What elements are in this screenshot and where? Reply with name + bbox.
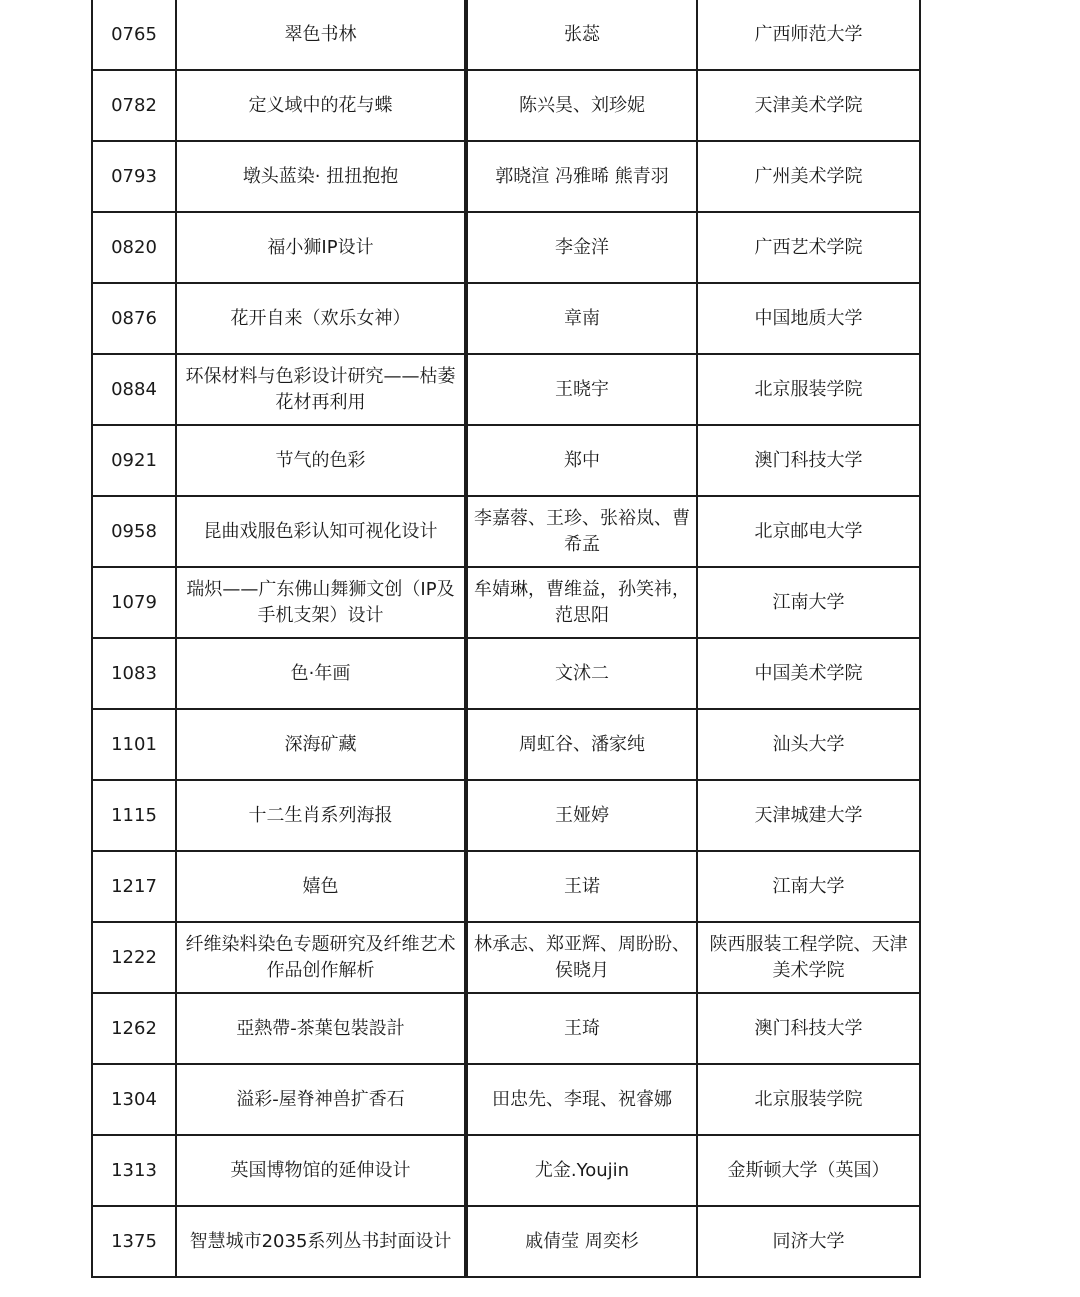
author-text: 王晓宇 bbox=[555, 378, 609, 400]
school-text: 北京邮电大学 bbox=[754, 520, 863, 542]
work-title-cell bbox=[176, 1206, 466, 1277]
work-title-text: 花开自来（欢乐女神） bbox=[230, 307, 411, 329]
school-cell bbox=[697, 638, 920, 709]
work-title-text: 福小狮IP设计 bbox=[267, 236, 374, 258]
work-title-text: 深海矿藏 bbox=[284, 733, 357, 755]
work-title-text: 英国博物馆的延伸设计 bbox=[230, 1159, 411, 1181]
school-text: 陕西服装工程学院、天津美术学院 bbox=[709, 933, 908, 981]
work-title-text: 亞熱帶-茶葉包裝設計 bbox=[236, 1017, 405, 1039]
work-title-text: 溢彩-屋脊神兽扩香石 bbox=[236, 1088, 405, 1110]
school-text: 广西艺术学院 bbox=[754, 236, 863, 258]
work-title-cell bbox=[176, 993, 466, 1064]
school-text: 澳门科技大学 bbox=[754, 1017, 863, 1039]
work-title-text: 墩头蓝染· 扭扭抱抱 bbox=[242, 165, 399, 187]
school-cell bbox=[697, 1206, 920, 1277]
table-row bbox=[92, 1135, 920, 1206]
work-title-text: 十二生肖系列海报 bbox=[248, 804, 393, 826]
entry-id-text: 1101 bbox=[111, 733, 157, 755]
school-text: 天津城建大学 bbox=[754, 804, 863, 826]
author-cell bbox=[466, 1206, 697, 1277]
author-text: 文沭二 bbox=[555, 662, 609, 684]
table-row bbox=[92, 567, 920, 638]
work-title-cell bbox=[176, 212, 466, 283]
entry-id-cell bbox=[92, 283, 176, 354]
school-cell bbox=[697, 993, 920, 1064]
school-cell bbox=[697, 709, 920, 780]
work-title-cell bbox=[176, 567, 466, 638]
author-text: 田忠先、李琨、祝睿娜 bbox=[492, 1088, 672, 1110]
author-cell bbox=[466, 1135, 697, 1206]
work-title-cell bbox=[176, 851, 466, 922]
entry-id-cell bbox=[92, 1064, 176, 1135]
school-text: 广州美术学院 bbox=[754, 165, 863, 187]
school-cell bbox=[697, 922, 920, 993]
school-cell bbox=[697, 283, 920, 354]
entry-id-text: 1262 bbox=[111, 1017, 157, 1039]
work-title-text: 节气的色彩 bbox=[275, 449, 366, 471]
author-cell bbox=[466, 780, 697, 851]
entry-id-text: 0793 bbox=[111, 165, 157, 187]
school-cell bbox=[697, 1135, 920, 1206]
work-title-text: 嬉色 bbox=[302, 875, 339, 897]
work-title-cell bbox=[176, 496, 466, 567]
work-title-cell bbox=[176, 283, 466, 354]
entry-id-cell bbox=[92, 354, 176, 425]
entry-id-text: 0884 bbox=[111, 378, 157, 400]
entry-id-cell bbox=[92, 567, 176, 638]
table-row bbox=[92, 425, 920, 496]
work-title-text: 翠色书林 bbox=[284, 23, 357, 45]
author-text: 郑中 bbox=[564, 449, 600, 471]
work-title-cell bbox=[176, 1064, 466, 1135]
school-text: 澳门科技大学 bbox=[754, 449, 863, 471]
school-text: 中国美术学院 bbox=[754, 662, 863, 684]
table-row bbox=[92, 993, 920, 1064]
school-cell bbox=[697, 851, 920, 922]
author-cell bbox=[466, 1064, 697, 1135]
author-cell bbox=[466, 141, 697, 212]
school-cell bbox=[697, 780, 920, 851]
author-cell bbox=[466, 922, 697, 993]
work-title-cell bbox=[176, 780, 466, 851]
entry-id-text: 1115 bbox=[111, 804, 157, 826]
table-row bbox=[92, 212, 920, 283]
school-text: 中国地质大学 bbox=[754, 307, 863, 329]
entry-id-cell bbox=[92, 851, 176, 922]
entry-id-text: 1375 bbox=[111, 1230, 157, 1252]
school-text: 江南大学 bbox=[772, 591, 845, 613]
entry-id-cell bbox=[92, 1206, 176, 1277]
table-row bbox=[92, 709, 920, 780]
author-text: 王琦 bbox=[564, 1017, 600, 1039]
entries-table-body bbox=[92, 0, 920, 1277]
table-row bbox=[92, 1064, 920, 1135]
school-cell bbox=[697, 567, 920, 638]
table-row bbox=[92, 638, 920, 709]
entries-table bbox=[91, 0, 921, 1278]
work-title-text: 纤维染料染色专题研究及纤维艺术作品创作解析 bbox=[185, 933, 456, 981]
author-text: 周虹谷、潘家纯 bbox=[519, 733, 645, 755]
table-row bbox=[92, 354, 920, 425]
entry-id-cell bbox=[92, 0, 176, 70]
entry-id-text: 0782 bbox=[111, 94, 157, 116]
work-title-cell bbox=[176, 70, 466, 141]
entry-id-cell bbox=[92, 638, 176, 709]
author-cell bbox=[466, 567, 697, 638]
entry-id-cell bbox=[92, 709, 176, 780]
school-cell bbox=[697, 354, 920, 425]
author-cell bbox=[466, 496, 697, 567]
table-row bbox=[92, 851, 920, 922]
school-cell bbox=[697, 70, 920, 141]
entry-id-cell bbox=[92, 1135, 176, 1206]
author-text: 林承志、郑亚辉、周盼盼、侯晓月 bbox=[474, 933, 690, 981]
author-cell bbox=[466, 425, 697, 496]
school-text: 北京服装学院 bbox=[754, 1088, 863, 1110]
work-title-cell bbox=[176, 425, 466, 496]
author-cell bbox=[466, 354, 697, 425]
entry-id-text: 1304 bbox=[111, 1088, 157, 1110]
work-title-cell bbox=[176, 141, 466, 212]
table-row bbox=[92, 1206, 920, 1277]
author-text: 郭晓渲 冯雅晞 熊青羽 bbox=[495, 165, 669, 187]
entry-id-cell bbox=[92, 496, 176, 567]
work-title-cell bbox=[176, 0, 466, 70]
author-text: 张蕊 bbox=[564, 23, 600, 45]
entry-id-cell bbox=[92, 425, 176, 496]
entry-id-text: 0958 bbox=[111, 520, 157, 542]
school-cell bbox=[697, 141, 920, 212]
work-title-text: 昆曲戏服色彩认知可视化设计 bbox=[203, 520, 438, 542]
entry-id-text: 1079 bbox=[111, 591, 157, 613]
entry-id-text: 0921 bbox=[111, 449, 157, 471]
work-title-text: 环保材料与色彩设计研究——枯萎花材再利用 bbox=[185, 365, 456, 413]
school-cell bbox=[697, 1064, 920, 1135]
school-text: 北京服装学院 bbox=[754, 378, 863, 400]
table-row bbox=[92, 70, 920, 141]
table-row bbox=[92, 922, 920, 993]
author-text: 王诺 bbox=[564, 875, 600, 897]
table-row bbox=[92, 496, 920, 567]
entry-id-cell bbox=[92, 70, 176, 141]
entry-id-text: 1217 bbox=[111, 875, 157, 897]
entry-id-text: 1222 bbox=[111, 946, 157, 968]
school-text: 同济大学 bbox=[772, 1230, 845, 1252]
author-text: 戚倩莹 周奕杉 bbox=[525, 1230, 639, 1252]
school-text: 天津美术学院 bbox=[754, 94, 863, 116]
school-cell bbox=[697, 212, 920, 283]
school-text: 广西师范大学 bbox=[754, 23, 863, 45]
author-cell bbox=[466, 283, 697, 354]
entry-id-cell bbox=[92, 780, 176, 851]
author-text: 牟婧琳，曹维益，孙笑祎，范思阳 bbox=[474, 578, 690, 626]
author-text: 王娅婷 bbox=[555, 804, 609, 826]
entry-id-cell bbox=[92, 141, 176, 212]
author-cell bbox=[466, 70, 697, 141]
school-text: 汕头大学 bbox=[772, 733, 845, 755]
school-cell bbox=[697, 0, 920, 70]
work-title-text: 瑞炽——广东佛山舞狮文创（IP及手机支架）设计 bbox=[186, 578, 455, 626]
author-text: 章南 bbox=[564, 307, 600, 329]
work-title-cell bbox=[176, 1135, 466, 1206]
author-cell bbox=[466, 851, 697, 922]
author-cell bbox=[466, 709, 697, 780]
entry-id-cell bbox=[92, 212, 176, 283]
work-title-text: 智慧城市2035系列丛书封面设计 bbox=[189, 1230, 452, 1252]
author-cell bbox=[466, 0, 697, 70]
work-title-cell bbox=[176, 354, 466, 425]
author-text: 尤金.Youjin bbox=[534, 1159, 630, 1181]
school-text: 金斯顿大学（英国） bbox=[727, 1159, 890, 1181]
work-title-cell bbox=[176, 638, 466, 709]
entry-id-text: 0876 bbox=[111, 307, 157, 329]
author-text: 李金洋 bbox=[555, 236, 609, 258]
author-text: 李嘉蓉、王珍、张裕岚、曹希孟 bbox=[474, 507, 690, 555]
table-row bbox=[92, 0, 920, 70]
entry-id-cell bbox=[92, 993, 176, 1064]
author-cell bbox=[466, 212, 697, 283]
work-title-text: 定义域中的花与蝶 bbox=[248, 94, 393, 116]
author-cell bbox=[466, 993, 697, 1064]
entry-id-text: 1313 bbox=[111, 1159, 157, 1181]
table-row bbox=[92, 283, 920, 354]
school-cell bbox=[697, 425, 920, 496]
entry-id-text: 1083 bbox=[111, 662, 157, 684]
entry-id-cell bbox=[92, 922, 176, 993]
work-title-text: 色·年画 bbox=[290, 662, 351, 684]
table-row bbox=[92, 780, 920, 851]
work-title-cell bbox=[176, 922, 466, 993]
entry-id-text: 0765 bbox=[111, 23, 157, 45]
author-cell bbox=[466, 638, 697, 709]
table-row bbox=[92, 141, 920, 212]
school-text: 江南大学 bbox=[772, 875, 845, 897]
entries-sheet bbox=[91, 0, 908, 1278]
work-title-cell bbox=[176, 709, 466, 780]
author-text: 陈兴昊、刘珍妮 bbox=[519, 94, 645, 116]
school-cell bbox=[697, 496, 920, 567]
entry-id-text: 0820 bbox=[111, 236, 157, 258]
